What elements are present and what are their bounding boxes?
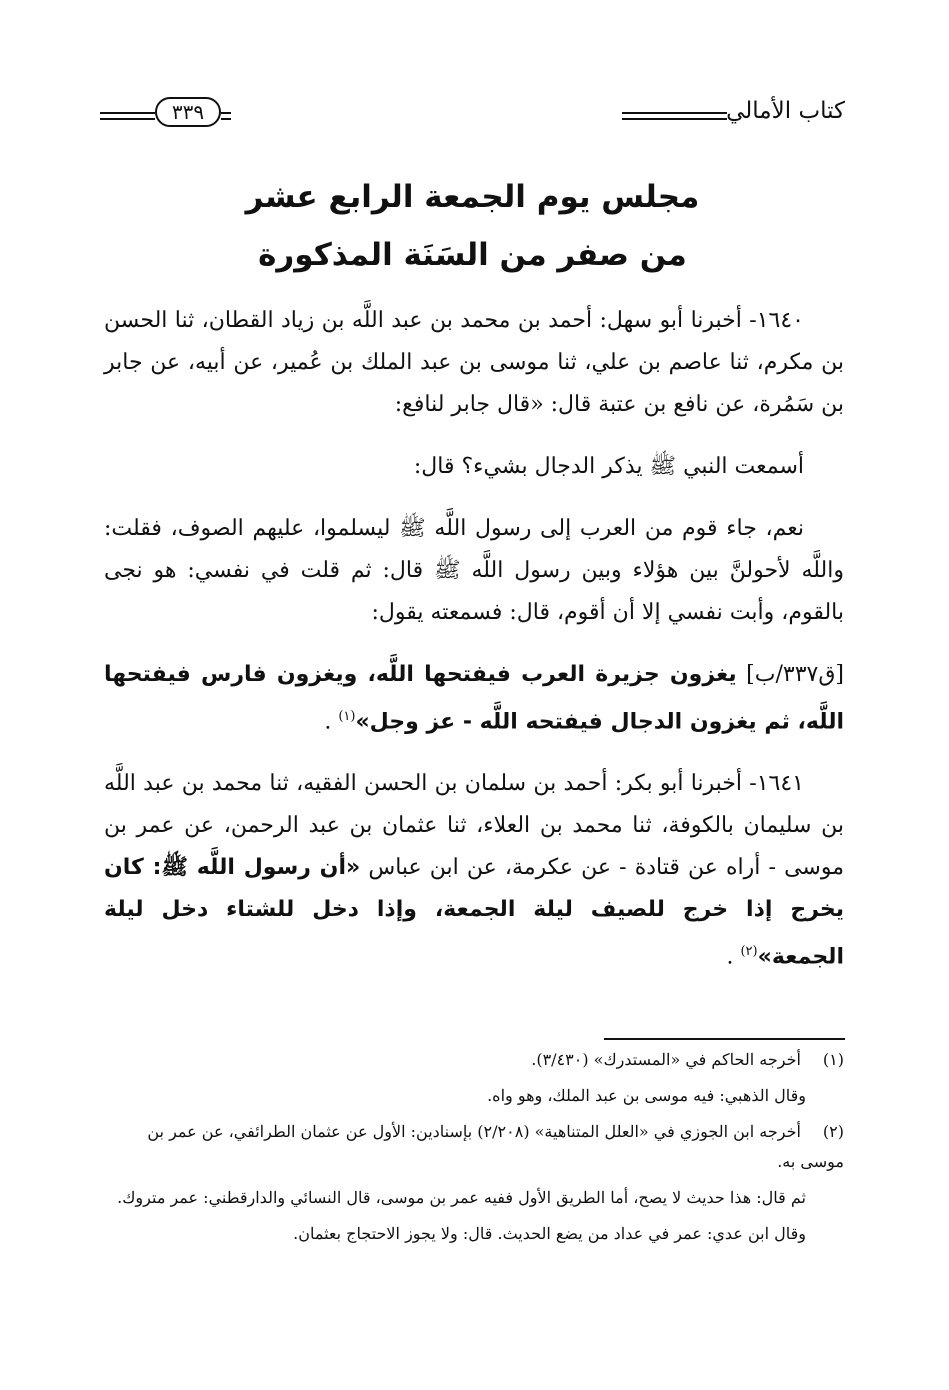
footnote-marker-1[interactable]: (١)	[338, 709, 356, 724]
hadith-1640-end: .	[324, 709, 332, 735]
manuscript-reference: [ق٣٣٧/ب]	[746, 662, 844, 687]
session-title-line-2: من صفر من السَنَة المذكورة	[258, 237, 687, 273]
footnote-2-number: (٢)	[822, 1122, 844, 1141]
hadith-1640-matn: يغزون جزيرة العرب فيفتحها اللَّه، ويغزون فارس فيفتحها اللَّه، ثم يغزون الدجال فيفتحه اللَّه - عز وجل»	[104, 662, 844, 735]
footnotes	[104, 1045, 844, 1255]
footnote-separator	[604, 1038, 845, 1040]
footnote-2-line-3: وقال ابن عدي: عمر في عداد من يضع الحديث. قال: ولا يجوز الاحتجاج بعثمان.	[293, 1224, 806, 1243]
hadith-1640-question: أسمعت النبي ﷺ يذكر الدجال بشيء؟ قال:	[413, 454, 804, 479]
session-title	[100, 168, 845, 284]
main-text	[104, 300, 844, 999]
page-number: ٣٣٩	[155, 97, 221, 127]
hadith-1641-end: .	[726, 944, 734, 970]
hadith-1641-paragraph	[104, 763, 844, 978]
footnote-1-line-1: أخرجه الحاكم في «المستدرك» (٣/٤٣٠).	[531, 1050, 801, 1069]
hadith-1640-matn-paragraph	[104, 654, 844, 743]
book-title: كتاب الأمالي	[726, 98, 845, 124]
hadith-1640-isnad: ١٦٤٠- أخبرنا أبو سهل: أحمد بن محمد بن عبد اللَّه بن زياد القطان، ثنا الحسن بن مكرم، ثنا عاصم بن علي، ثنا موسى بن عبد الملك بن عُمير، عن أبيه، عن جابر بن سَمُرة، عن نافع بن عتبة قال: «قال جابر لنافع:	[104, 308, 844, 417]
footnote-2-line-1: أخرجه ابن الجوزي في «العلل المتناهية» (٢/٢٠٨) بإسنادين: الأول عن عثمان الطرائفي، عن عمر بن موسى به.	[147, 1122, 844, 1171]
session-title-line-1: مجلس يوم الجمعة الرابع عشر	[245, 179, 700, 215]
footnote-1-line-2: وقال الذهبي: فيه موسى بن عبد الملك، وهو واه.	[487, 1086, 806, 1105]
hadith-1641-isnad: ١٦٤١- أخبرنا أبو بكر: أحمد بن سلمان بن الحسن الفقيه، ثنا محمد بن عبد اللَّه بن سليمان بالكوفة، ثنا محمد بن العلاء، ثنا عثمان بن عبد الرحمن، عن عمر بن موسى - أراه عن قتادة - عن عكرمة، عن ابن عباس	[104, 771, 844, 881]
footnote-1	[104, 1045, 844, 1075]
header-rule-middle	[221, 112, 231, 120]
footnote-1-number: (١)	[822, 1050, 844, 1069]
running-header	[100, 96, 845, 132]
hadith-1640-narration: نعم، جاء قوم من العرب إلى رسول اللَّه ﷺ ليسلموا، عليهم الصوف، فقلت: واللَّه لأحولنَّ بين هؤلاء وبين رسول اللَّه ﷺ قال: ثم قلت في نفسي: هو نجى بالقوم، وأبت نفسي إلا أن أقوم، قال: فسمعته يقول:	[104, 516, 844, 625]
footnote-marker-2[interactable]: (٢)	[740, 944, 758, 960]
footnote-2	[104, 1117, 844, 1177]
header-rule-left	[100, 112, 155, 120]
hadith-1641-matn: «أن رسول اللَّه ﷺ: كان يخرج إذا خرج للصيف ليلة الجمعة، وإذا دخل للشتاء دخل ليلة الجمعة»	[104, 855, 844, 970]
footnote-2-line-2: ثم قال: هذا حديث لا يصح، أما الطريق الأول ففيه عمر بن موسى، قال النسائي والدارقطني: عمر متروك.	[117, 1188, 806, 1207]
header-rule-right	[622, 112, 727, 120]
